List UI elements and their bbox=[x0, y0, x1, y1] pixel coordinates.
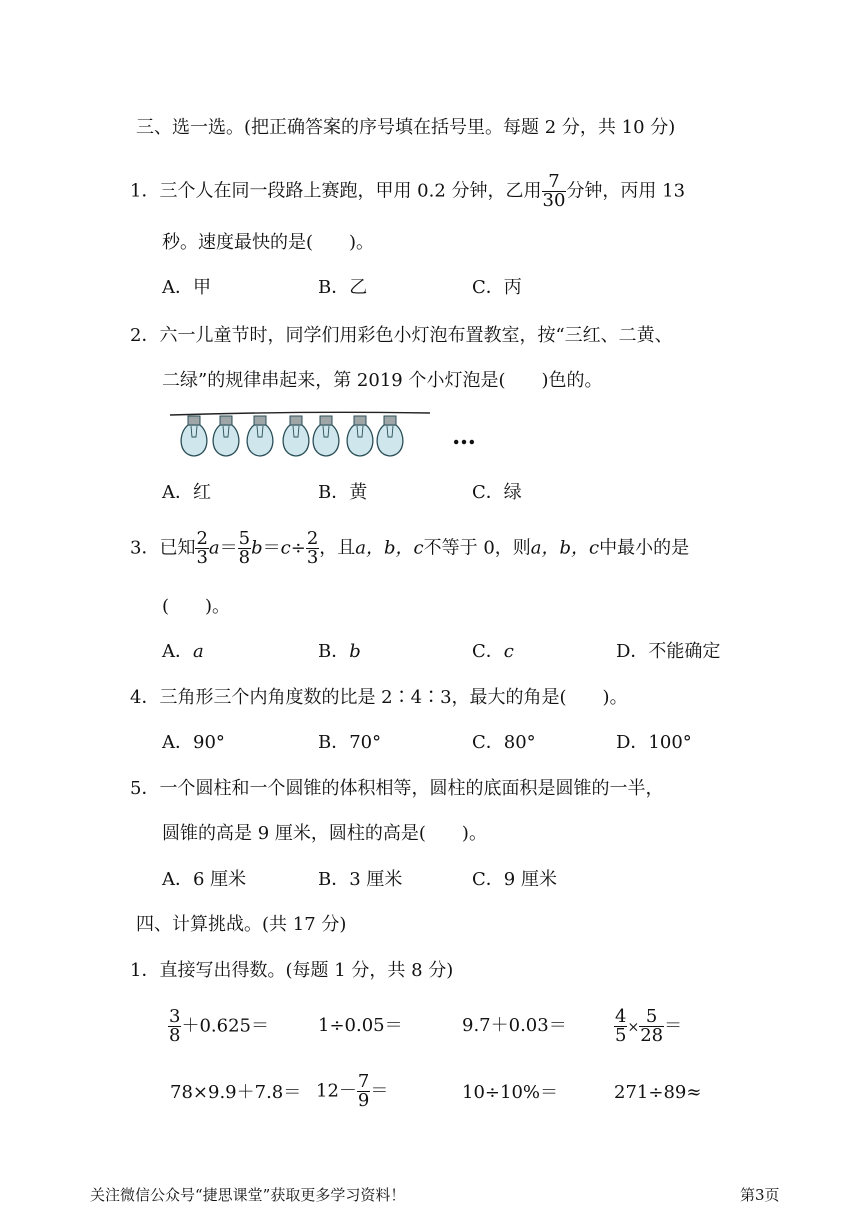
light-bulbs-illustration bbox=[168, 405, 433, 461]
light-bulb-icon bbox=[213, 416, 239, 456]
question-5-line1: 5．一个圆柱和一个圆锥的体积相等，圆柱的底面积是圆锥的一半， bbox=[130, 778, 664, 799]
question-3-option-c[interactable]: C．c bbox=[472, 641, 514, 662]
fraction-7-30: $\frac{7}{30}$ bbox=[542, 171, 566, 211]
question-3-option-d[interactable]: D．不能确定 bbox=[616, 641, 721, 662]
light-bulb-icon bbox=[247, 416, 273, 456]
question-2-option-c[interactable]: C．绿 bbox=[472, 482, 522, 503]
question-1-option-b[interactable]: B．乙 bbox=[318, 277, 368, 298]
question-2-option-a[interactable]: A．红 bbox=[162, 482, 211, 503]
question-4-option-b[interactable]: B．70° bbox=[318, 732, 382, 753]
light-bulb-icon bbox=[377, 416, 403, 456]
fraction-2-3: $\frac{2}{3}$ bbox=[196, 528, 208, 568]
calc-expression-2: 1÷0.05＝ bbox=[318, 1015, 403, 1036]
footer-note: 关注微信公众号“捷思课堂”获取更多学习资料！ bbox=[90, 1186, 406, 1204]
question-2-line2: 二绿”的规律串起来，第 2019 个小灯泡是( )色的。 bbox=[162, 370, 603, 391]
question-3-option-b[interactable]: B．b bbox=[318, 641, 361, 662]
question-3-option-a[interactable]: A．a bbox=[162, 641, 204, 662]
calc-expression-6: 12－ $\frac{7}{9}$ ＝ bbox=[316, 1071, 389, 1111]
fraction-2-3-b: $\frac{2}{3}$ bbox=[306, 528, 319, 568]
ellipsis: … bbox=[452, 421, 476, 450]
calc-expression-8: 271÷89≈ bbox=[614, 1082, 702, 1103]
section4-question-1-title: 1．直接写出得数。(每题 1 分，共 8 分) bbox=[130, 960, 454, 981]
question-4-line1: 4．三角形三个内角度数的比是 2∶4∶3，最大的角是( )。 bbox=[130, 687, 628, 708]
calc-expression-5: 78×9.9＋7.8＝ bbox=[170, 1082, 302, 1103]
calc-expression-7: 10÷10%＝ bbox=[462, 1082, 558, 1103]
light-bulb-icon bbox=[313, 416, 339, 456]
question-5-line2: 圆锥的高是 9 厘米，圆柱的高是( )。 bbox=[162, 823, 487, 844]
question-1-option-a[interactable]: A．甲 bbox=[162, 277, 211, 298]
question-4-option-a[interactable]: A．90° bbox=[162, 732, 225, 753]
light-bulb-icon bbox=[347, 416, 373, 456]
calc-expression-3: 9.7＋0.03＝ bbox=[462, 1015, 567, 1036]
question-5-option-a[interactable]: A．6 厘米 bbox=[162, 869, 247, 890]
question-4-option-c[interactable]: C．80° bbox=[472, 732, 536, 753]
question-4-option-d[interactable]: D．100° bbox=[616, 732, 692, 753]
question-5-option-c[interactable]: C．9 厘米 bbox=[472, 869, 557, 890]
page-number: 第3页 bbox=[740, 1186, 780, 1204]
light-bulb-icon bbox=[181, 416, 207, 456]
question-3-line1: 3．已知 $\frac{2}{3}$ a＝ $\frac{5}{8}$ b＝c÷ $\frac{2}{3}$ ，且a，b，c不等于 0，则a，b，c中最小的是 bbox=[130, 528, 690, 568]
section4-heading: 四、计算挑战。(共 17 分) bbox=[136, 914, 347, 935]
fraction-5-8: $\frac{5}{8}$ bbox=[238, 528, 251, 568]
question-1-line1: 1．三个人在同一段路上赛跑，甲用 0.2 分钟，乙用 $\frac{7}{30}$ 分钟，丙用 13 bbox=[130, 171, 686, 211]
calc-expression-1: $\frac{3}{8}$ ＋0.625＝ bbox=[169, 1006, 269, 1046]
question-5-option-b[interactable]: B．3 厘米 bbox=[318, 869, 403, 890]
question-3-line2: ( )。 bbox=[162, 596, 231, 617]
light-bulb-icon bbox=[283, 416, 309, 456]
question-2-option-b[interactable]: B．黄 bbox=[318, 482, 368, 503]
question-1-line2: 秒。速度最快的是( )。 bbox=[162, 232, 375, 253]
question-1-option-c[interactable]: C．丙 bbox=[472, 277, 522, 298]
section3-heading: 三、选一选。(把正确答案的序号填在括号里。每题 2 分，共 10 分) bbox=[136, 117, 676, 138]
calc-expression-4: $\frac{4}{5}$ × $\frac{5}{28}$ ＝ bbox=[615, 1006, 683, 1046]
question-2-line1: 2．六一儿童节时，同学们用彩色小灯泡布置教室，按“三红、二黄、 bbox=[130, 325, 673, 346]
